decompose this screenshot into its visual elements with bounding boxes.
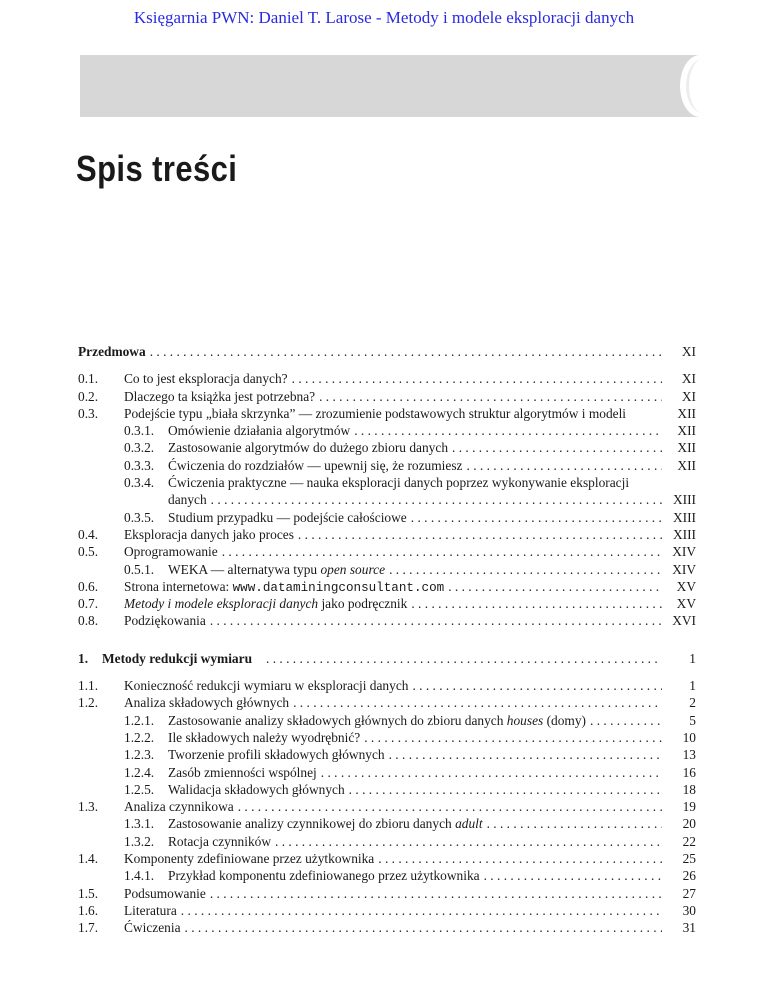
toc-entry[interactable]: 0.5.1. WEKA — alternatywa typu open source . . . XIV: [78, 561, 696, 578]
toc-leader-dots: [150, 343, 662, 360]
toc-entry[interactable]: 1.2.5. Walidacja składowych głównych . . . 18: [78, 781, 696, 798]
document-header[interactable]: Księgarnia PWN: Daniel T. Larose - Metody i modele eksploracji danych: [133, 8, 635, 27]
toc-entry[interactable]: 0.4. Eksploracja danych jako proces . . . XIII: [78, 526, 696, 543]
toc-entry-continuation[interactable]: danych . . . XIII: [78, 491, 696, 508]
website-url: www.dataminingconsultant.com: [232, 580, 445, 595]
toc-entry-label: Przedmowa: [78, 344, 146, 359]
toc-entry[interactable]: 1.5. Podsumowanie . . . 27: [78, 885, 696, 902]
toc-entry[interactable]: 0.3.5. Studium przypadku — podejście całościowe . . . XIII: [78, 509, 696, 526]
toc-entry[interactable]: 0.3.3. Ćwiczenia do rozdziałów — upewnij się, że rozumiesz . . . XII: [78, 457, 696, 474]
toc-entry[interactable]: 0.1. Co to jest eksploracja danych? . . . XI: [78, 370, 696, 387]
toc-entry[interactable]: 0.5. Oprogramowanie . . . XIV: [78, 543, 696, 560]
toc-entry[interactable]: 0.2. Dlaczego ta książka jest potrzebna? . . . XI: [78, 388, 696, 405]
page-title: Spis treści: [76, 148, 238, 189]
toc-entry[interactable]: 0.3.2. Zastosowanie algorytmów do dużego zbioru danych . . . XII: [78, 439, 696, 456]
toc-entry[interactable]: 1.1. Konieczność redukcji wymiaru w eksploracji danych . . . 1: [78, 677, 696, 694]
toc-entry[interactable]: 0.8. Podziękowania . . . XVI: [78, 612, 696, 629]
toc-entry[interactable]: 1.4. Komponenty zdefiniowane przez użytkownika . . . 25: [78, 850, 696, 867]
toc-entry[interactable]: 1.2.3. Tworzenie profili składowych głównych . . . 13: [78, 746, 696, 763]
toc-entry[interactable]: 0.7. Metody i modele eksploracji danych jako podręcznik . . . XV: [78, 595, 696, 612]
toc-page-number: XI: [681, 344, 696, 359]
banner-curve: [680, 55, 768, 117]
toc-entry[interactable]: 1.3. Analiza czynnikowa . . . 19: [78, 798, 696, 815]
toc-entry[interactable]: 0.6. Strona internetowa: www.dataminingconsultant.com . . . XV: [78, 578, 696, 595]
toc-entry[interactable]: 1.4.1. Przykład komponentu zdefiniowanego przez użytkownika . . . 26: [78, 867, 696, 884]
toc-entry[interactable]: 1.3.2. Rotacja czynników . . . 22: [78, 833, 696, 850]
toc-entry[interactable]: 1.2.1. Zastosowanie analizy składowych głównych do zbioru danych houses (domy) . . . 5: [78, 712, 696, 729]
toc-entry[interactable]: 0.3. Podejście typu „biała skrzynka” — zrozumienie podstawowych struktur algorytmów i modeli XII: [78, 405, 696, 421]
toc-entry[interactable]: 1.6. Literatura . . . 30: [78, 902, 696, 919]
toc-entry[interactable]: 0.3.1. Omówienie działania algorytmów . . . XII: [78, 422, 696, 439]
toc-entry[interactable]: 0.3.4. Ćwiczenia praktyczne — nauka eksploracji danych poprzez wykonywanie eksploracji: [124, 475, 630, 491]
toc-entry-preface[interactable]: [78, 343, 696, 360]
toc-entry[interactable]: 1.7. Ćwiczenia . . . 31: [78, 919, 696, 936]
toc-entry[interactable]: 1.2.4. Zasób zmienności wspólnej . . . 16: [78, 764, 696, 781]
toc-entry[interactable]: 1.2. Analiza składowych głównych . . . 2: [78, 694, 696, 711]
toc-entry[interactable]: 1.2.2. Ile składowych należy wyodrębnić? . . . 10: [78, 729, 696, 746]
table-of-contents: [78, 343, 696, 937]
toc-entry-chapter-1[interactable]: 1. Metody redukcji wymiaru . . . 1: [78, 650, 696, 667]
decorative-banner: [80, 55, 768, 117]
toc-entry[interactable]: 1.3.1. Zastosowanie analizy czynnikowej do zbioru danych adult . . . 20: [78, 815, 696, 832]
